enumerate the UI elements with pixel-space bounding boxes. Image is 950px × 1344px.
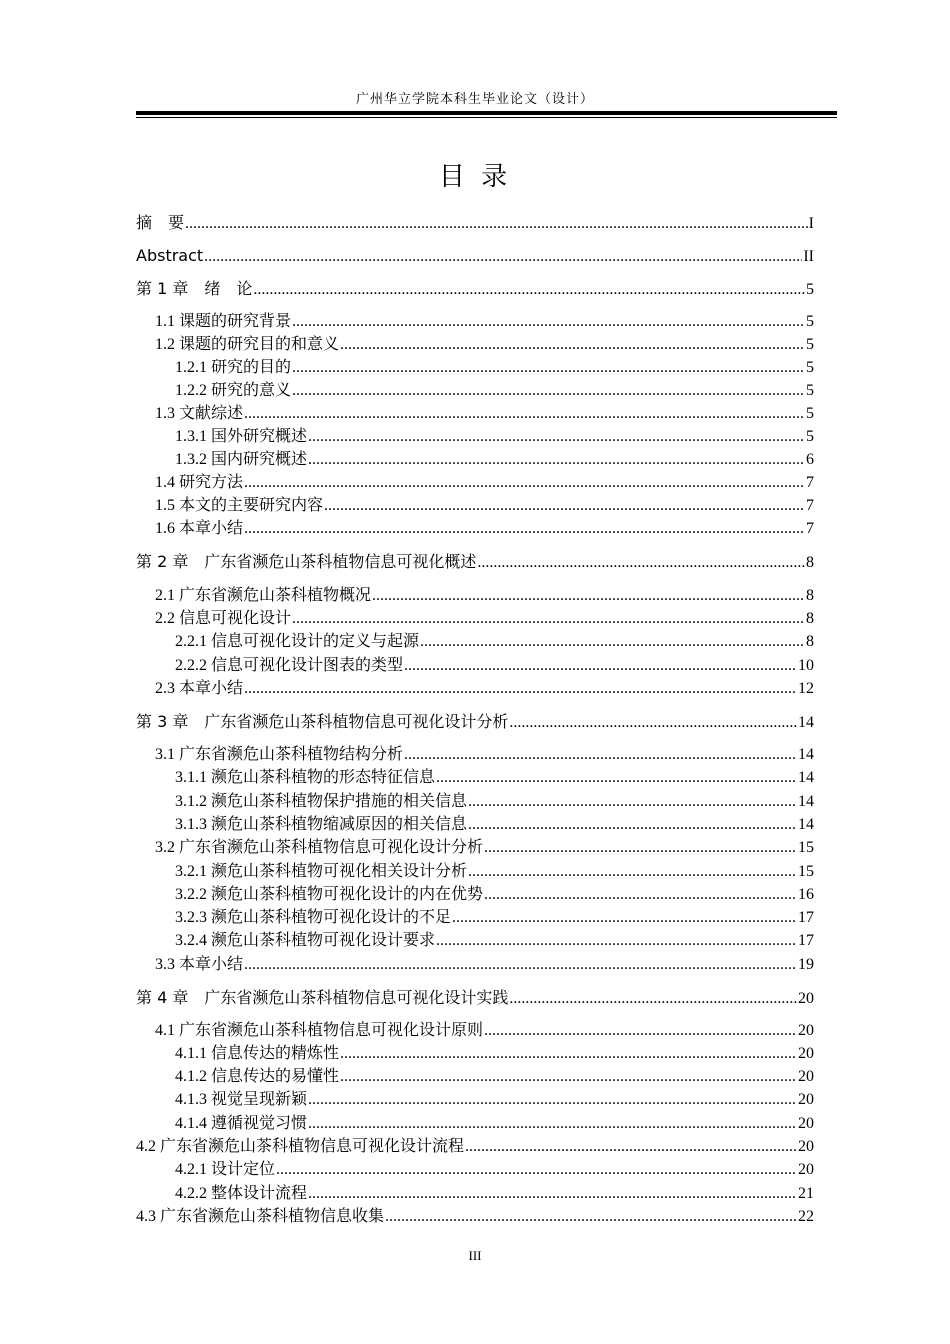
toc-entry[interactable] xyxy=(175,655,814,677)
toc-entry[interactable] xyxy=(136,245,814,267)
toc-entry-page: 7 xyxy=(806,497,814,514)
toc-entry[interactable] xyxy=(155,954,814,976)
toc-entry-page: 20 xyxy=(798,1045,814,1062)
toc-entry-page: 14 xyxy=(798,769,814,786)
toc-entry-page: 14 xyxy=(798,816,814,833)
toc-entry-label: 1.3.1 国外研究概述 xyxy=(175,428,308,445)
toc-entry-label: 4.1.2 信息传达的易懂性 xyxy=(175,1068,340,1085)
toc-entry-page: 20 xyxy=(798,1022,814,1039)
toc-entry-label: 1.3.2 国内研究概述 xyxy=(175,451,308,468)
toc-leader-dots xyxy=(292,608,805,630)
toc-entry-page: 5 xyxy=(806,336,814,353)
toc-entry-page: 22 xyxy=(798,1208,814,1225)
toc-entry[interactable] xyxy=(136,1136,814,1158)
toc-leader-dots xyxy=(404,655,797,677)
toc-entry[interactable] xyxy=(175,426,814,448)
toc-entry-label: 2.2.2 信息可视化设计图表的类型 xyxy=(175,657,404,674)
toc-entry[interactable] xyxy=(136,278,814,300)
toc-entry-page: 17 xyxy=(798,932,814,949)
toc-entry[interactable] xyxy=(155,1020,814,1042)
toc-leader-dots xyxy=(204,246,802,268)
header-rule-thick xyxy=(136,111,837,115)
toc-entry[interactable] xyxy=(155,678,814,700)
toc-entry[interactable] xyxy=(175,767,814,789)
toc-entry-page: 10 xyxy=(798,657,814,674)
toc-entry-label: 3.1.1 濒危山茶科植物的形态特征信息 xyxy=(175,769,436,786)
toc-entry[interactable] xyxy=(155,472,814,494)
toc-entry[interactable] xyxy=(175,1089,814,1111)
toc-entry-page: 20 xyxy=(798,1138,814,1155)
toc-leader-dots xyxy=(244,954,797,976)
toc-entry[interactable] xyxy=(155,518,814,540)
toc-entry-page: II xyxy=(803,248,814,265)
toc-entry-label: 1.4 研究方法 xyxy=(155,474,244,491)
toc-leader-dots xyxy=(420,631,805,653)
toc-leader-dots xyxy=(308,1183,797,1205)
toc-entry-label: 1.2 课题的研究目的和意义 xyxy=(155,336,340,353)
toc-entry[interactable] xyxy=(175,861,814,883)
header-rule-thin xyxy=(136,117,837,118)
running-header: 广州华立学院本科生毕业论文（设计） xyxy=(355,91,594,106)
toc-leader-dots xyxy=(244,472,805,494)
toc-leader-dots xyxy=(292,357,805,379)
toc-leader-dots xyxy=(340,1043,797,1065)
toc-entry-label: 4.2.1 设计定位 xyxy=(175,1161,276,1178)
toc-leader-dots xyxy=(484,1020,797,1042)
toc-entry-page: 16 xyxy=(798,886,814,903)
toc-entry-label: 2.3 本章小结 xyxy=(155,680,244,697)
toc-entry[interactable] xyxy=(175,380,814,402)
toc-entry[interactable] xyxy=(136,711,814,733)
toc-entry-label: 2.1 广东省濒危山茶科植物概况 xyxy=(155,587,372,604)
toc-leader-dots xyxy=(292,380,805,402)
toc-entry-label: 1.2.1 研究的目的 xyxy=(175,359,292,376)
toc-entry-page: 7 xyxy=(806,520,814,537)
toc-leader-dots xyxy=(292,311,805,333)
toc-leader-dots xyxy=(340,1066,797,1088)
toc-entry[interactable] xyxy=(155,837,814,859)
page-number: III xyxy=(468,1248,482,1263)
toc-entry[interactable] xyxy=(155,585,814,607)
toc-entry[interactable] xyxy=(155,495,814,517)
toc-entry[interactable] xyxy=(175,1066,814,1088)
toc-entry-label: 4.1.4 遵循视觉习惯 xyxy=(175,1115,308,1132)
toc-entry-label: 3.1 广东省濒危山茶科植物结构分析 xyxy=(155,746,404,763)
toc-leader-dots xyxy=(308,426,805,448)
toc-entry-page: 14 xyxy=(798,793,814,810)
toc-entry[interactable] xyxy=(155,311,814,333)
toc-entry-label: 4.3 广东省濒危山茶科植物信息收集 xyxy=(136,1208,385,1225)
toc-entry-label: 3.2.1 濒危山茶科植物可视化相关设计分析 xyxy=(175,863,468,880)
toc-leader-dots xyxy=(372,585,805,607)
toc-entry[interactable] xyxy=(175,1043,814,1065)
toc-leader-dots xyxy=(477,552,805,574)
toc-entry-page: 14 xyxy=(798,746,814,763)
toc-entry-label: Abstract xyxy=(136,246,204,265)
toc-entry[interactable] xyxy=(175,631,814,653)
toc-entry-label: 第 1 章 绪 论 xyxy=(136,279,253,298)
toc-entry-page: 19 xyxy=(798,956,814,973)
toc-entry-label: 第 4 章 广东省濒危山茶科植物信息可视化设计实践 xyxy=(136,988,509,1007)
toc-entry-page: 20 xyxy=(798,1068,814,1085)
toc-entry[interactable] xyxy=(175,930,814,952)
toc-entry[interactable] xyxy=(175,449,814,471)
toc-entry-label: 3.1.2 濒危山茶科植物保护措施的相关信息 xyxy=(175,793,468,810)
toc-leader-dots xyxy=(185,213,808,235)
toc-entry-label: 4.2 广东省濒危山茶科植物信息可视化设计流程 xyxy=(136,1138,465,1155)
toc-entry-page: 5 xyxy=(806,428,814,445)
toc-entry-label: 1.3 文献综述 xyxy=(155,405,244,422)
toc-leader-dots xyxy=(404,744,797,766)
toc-entry-label: 3.2.3 濒危山茶科植物可视化设计的不足 xyxy=(175,909,452,926)
toc-entry-page: 5 xyxy=(806,359,814,376)
toc-entry-page: 5 xyxy=(806,405,814,422)
toc-entry[interactable] xyxy=(175,1183,814,1205)
toc-leader-dots xyxy=(452,907,797,929)
toc-leader-dots xyxy=(468,814,797,836)
toc-entry-label: 3.2 广东省濒危山茶科植物信息可视化设计分析 xyxy=(155,839,484,856)
toc-entry-page: 20 xyxy=(798,1115,814,1132)
toc-entry-page: 6 xyxy=(806,451,814,468)
toc-leader-dots xyxy=(340,334,805,356)
page-title: 目 录 xyxy=(438,162,512,192)
toc-entry-page: 5 xyxy=(806,382,814,399)
toc-leader-dots xyxy=(276,1159,797,1181)
toc-entry-label: 第 2 章 广东省濒危山茶科植物信息可视化概述 xyxy=(136,552,477,571)
toc-entry-page: 21 xyxy=(798,1185,814,1202)
toc-leader-dots xyxy=(244,518,805,540)
toc-entry-page: 8 xyxy=(806,554,814,571)
toc-entry-page: 20 xyxy=(798,1161,814,1178)
toc-entry[interactable] xyxy=(136,212,814,234)
toc-entry-page: 12 xyxy=(798,680,814,697)
toc-entry-label: 1.2.2 研究的意义 xyxy=(175,382,292,399)
toc-entry-page: 8 xyxy=(806,633,814,650)
toc-leader-dots xyxy=(308,1089,797,1111)
toc-leader-dots xyxy=(308,1113,797,1135)
toc-leader-dots xyxy=(244,403,805,425)
toc-leader-dots xyxy=(509,712,797,734)
toc-entry-page: I xyxy=(808,215,814,232)
toc-entry[interactable] xyxy=(175,357,814,379)
toc-leader-dots xyxy=(468,861,797,883)
toc-entry-label: 3.2.2 濒危山茶科植物可视化设计的内在优势 xyxy=(175,886,484,903)
toc-entry-label: 3.1.3 濒危山茶科植物缩减原因的相关信息 xyxy=(175,816,468,833)
toc-leader-dots xyxy=(468,791,797,813)
toc-entry[interactable] xyxy=(175,884,814,906)
toc-entry-page: 8 xyxy=(806,610,814,627)
toc-entry-page: 17 xyxy=(798,909,814,926)
toc-entry-page: 20 xyxy=(798,990,814,1007)
toc-entry-label: 3.3 本章小结 xyxy=(155,956,244,973)
toc-entry[interactable] xyxy=(175,791,814,813)
toc-leader-dots xyxy=(484,884,797,906)
toc-entry-page: 7 xyxy=(806,474,814,491)
toc-leader-dots xyxy=(465,1136,797,1158)
toc-entry-label: 2.2.1 信息可视化设计的定义与起源 xyxy=(175,633,420,650)
toc-entry-page: 8 xyxy=(806,587,814,604)
toc-entry[interactable] xyxy=(136,1206,814,1228)
toc-entry[interactable] xyxy=(155,608,814,630)
toc-leader-dots xyxy=(308,449,805,471)
toc-leader-dots xyxy=(436,930,797,952)
toc-entry-label: 4.1.1 信息传达的精炼性 xyxy=(175,1045,340,1062)
toc-entry-page: 14 xyxy=(798,714,814,731)
toc-entry[interactable] xyxy=(175,907,814,929)
toc-entry[interactable] xyxy=(155,334,814,356)
toc-leader-dots xyxy=(436,767,797,789)
toc-entry-page: 15 xyxy=(798,839,814,856)
toc-entry-label: 第 3 章 广东省濒危山茶科植物信息可视化设计分析 xyxy=(136,712,509,731)
toc-entry-page: 20 xyxy=(798,1091,814,1108)
toc-entry[interactable] xyxy=(155,744,814,766)
toc-entry-page: 5 xyxy=(806,313,814,330)
toc-entry[interactable] xyxy=(136,987,814,1009)
toc-entry[interactable] xyxy=(136,551,814,573)
toc-leader-dots xyxy=(509,988,797,1010)
toc-entry[interactable] xyxy=(175,814,814,836)
toc-entry-label: 4.2.2 整体设计流程 xyxy=(175,1185,308,1202)
toc-leader-dots xyxy=(324,495,805,517)
toc-entry-label: 3.2.4 濒危山茶科植物可视化设计要求 xyxy=(175,932,436,949)
toc-entry[interactable] xyxy=(175,1159,814,1181)
toc-entry-label: 1.6 本章小结 xyxy=(155,520,244,537)
toc-entry-page: 5 xyxy=(806,281,814,298)
toc-entry-label: 4.1.3 视觉呈现新颖 xyxy=(175,1091,308,1108)
toc-leader-dots xyxy=(385,1206,797,1228)
toc-entry-page: 15 xyxy=(798,863,814,880)
toc-leader-dots xyxy=(484,837,797,859)
toc-entry-label: 2.2 信息可视化设计 xyxy=(155,610,292,627)
toc-entry-label: 1.5 本文的主要研究内容 xyxy=(155,497,324,514)
toc-entry-label: 1.1 课题的研究背景 xyxy=(155,313,292,330)
toc-entry[interactable] xyxy=(155,403,814,425)
toc-entry-label: 摘 要 xyxy=(136,213,185,232)
toc-leader-dots xyxy=(244,678,797,700)
toc-entry[interactable] xyxy=(175,1113,814,1135)
toc-entry-label: 4.1 广东省濒危山茶科植物信息可视化设计原则 xyxy=(155,1022,484,1039)
toc-leader-dots xyxy=(253,279,805,301)
